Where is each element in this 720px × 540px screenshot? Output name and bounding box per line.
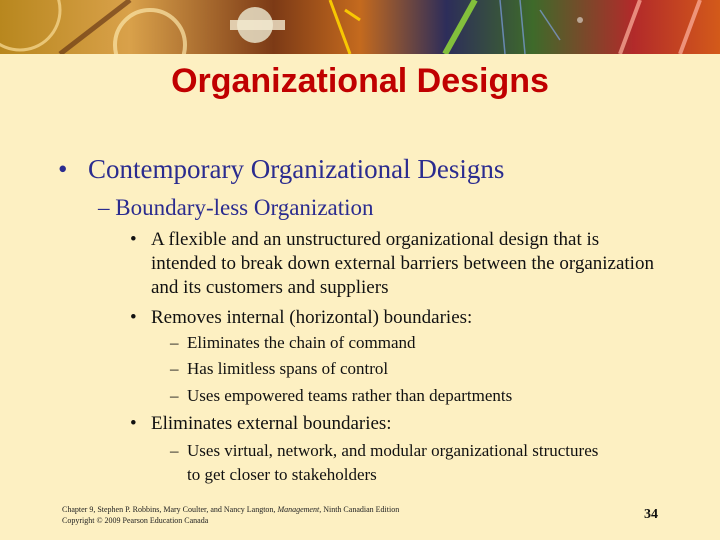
dash-marker: – [170,359,179,378]
external-item [170,439,607,487]
footer-copyright: Copyright © 2009 Pearson Education Canada [62,516,209,525]
internal-item [170,357,607,381]
footer-edition: , Ninth Canadian Edition [319,505,400,514]
header-banner-image [0,0,720,54]
dash-marker: – [170,333,179,352]
point-internal-boundaries [130,306,661,330]
point-external-boundaries [130,412,661,436]
footer-book-title: Management [277,505,320,514]
dash-marker: – [170,441,179,460]
item-text: Eliminates the chain of command [187,333,416,352]
point-text: Removes internal (horizontal) boundaries: [151,307,473,328]
item-text: Has limitless spans of control [187,359,389,378]
sub-bullet-boundaryless [98,195,374,221]
page-number: 34 [644,507,658,522]
point-text: Eliminates external boundaries: [151,413,392,434]
footer-citation [62,504,399,515]
internal-item [170,384,607,408]
bullet-text: Contemporary Organizational Designs [88,154,505,184]
point-definition [130,228,661,300]
dash-marker: – [98,195,116,220]
footer-citation-text: Chapter 9, Stephen P. Robbins, Mary Coulter, and Nancy Langton, [62,505,278,514]
bullet-dot: • [130,229,137,250]
bullet-dot: • [130,413,137,434]
slide-footer [62,504,399,526]
item-text: Uses empowered teams rather than departments [187,386,513,405]
sub-bullet-text: Boundary-less Organization [115,195,374,220]
banner-graphic [0,0,720,54]
item-text: Uses virtual, network, and modular organizational structures to get closer to stakeholders [187,441,599,484]
dash-marker: – [170,386,179,405]
internal-item [170,331,607,355]
point-text: A flexible and an unstructured organizational design that is intended to break down external barriers between the organization and its customers and suppliers [151,229,654,298]
bullet-contemporary-designs [58,154,504,185]
bullet-dot: • [130,307,137,328]
bullet-dot: • [58,154,68,184]
slide-title: Organizational Designs [171,62,549,100]
